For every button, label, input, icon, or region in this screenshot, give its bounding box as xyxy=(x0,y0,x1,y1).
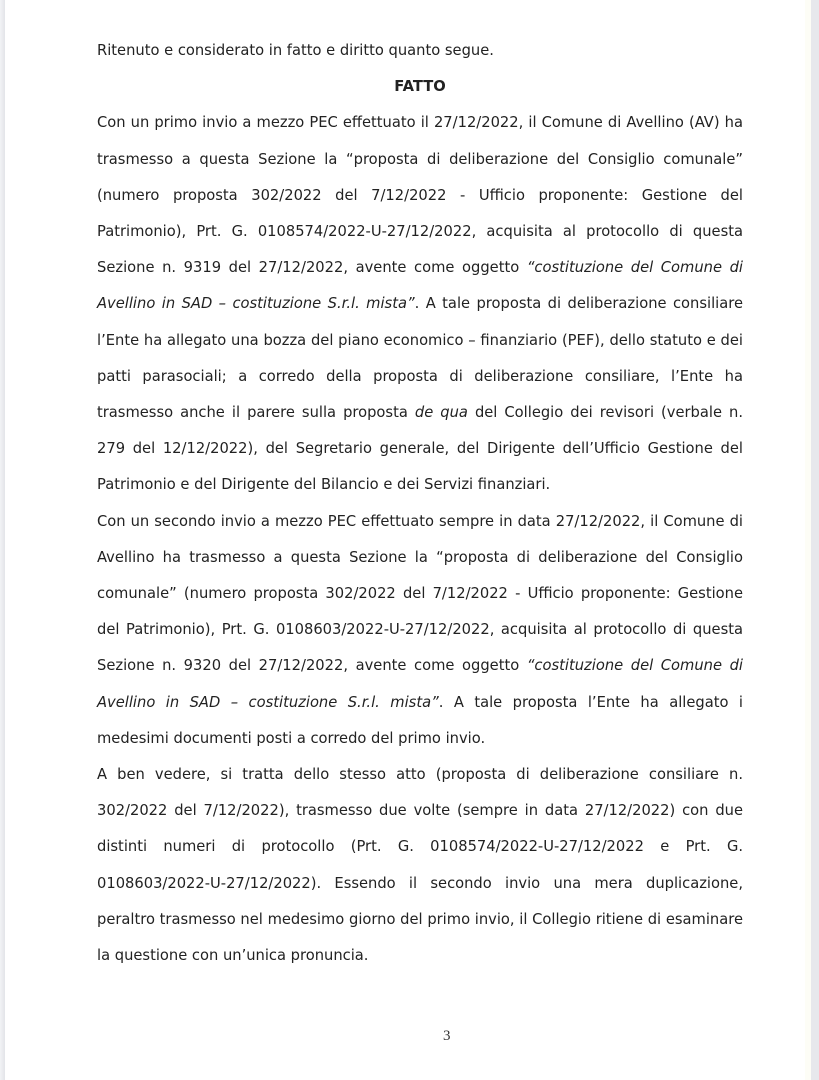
paragraph-first-invio xyxy=(97,105,743,503)
text-run: Con un primo invio a mezzo PEC effettuato il 27/12/2022, il Comune di Avellino (AV) ha trasmesso a questa Sezione la “proposta di deliberazione del Consiglio comunale” (numero proposta 302/2022 del 7/12/2022 - Ufficio proponente: Gestione del Patrimonio), Prt. G. 0108574/2022-U-27/12/2022, acquisita al protocollo di questa Sezione n. 9319 del 27/12/2022, avente come oggetto xyxy=(97,114,743,277)
text-run: Con un secondo invio a mezzo PEC effettuato sempre in data 27/12/2022, il Comune di Avellino ha trasmesso a questa Sezione la “proposta di deliberazione del Consiglio comunale” (numero proposta 302/2022 del 7/12/2022 - Ufficio proponente: Gestione del Patrimonio), Prt. G. 0108603/2022-U-27/12/2022, acquisita al protocollo di questa Sezione n. 9320 del 27/12/2022, avente come oggetto xyxy=(97,512,743,675)
text-run: . A tale proposta l’Ente ha allegato i medesimi documenti posti a corredo del primo invio. xyxy=(97,693,743,747)
page-number: 3 xyxy=(443,1028,451,1044)
text-run: . A tale proposta di deliberazione consiliare l’Ente ha allegato una bozza del piano economico – finanziario (PEF), dello statuto e dei patti parasociali; a corredo della proposta di deliberazione consiliare, l’Ente ha trasmesso anche il parere sulla proposta xyxy=(97,295,743,422)
text-run-italic: de qua xyxy=(414,404,468,422)
scrollbar-track[interactable] xyxy=(811,0,819,1080)
text-run-italic: “costituzione del Comune di Avellino in SAD – costituzione S.r.l. mista” xyxy=(97,259,744,313)
text-run: del Collegio dei revisori (verbale n. 279 del 12/12/2022), del Segretario generale, del Dirigente dell’Ufficio Gestione del Patrimonio e del Dirigente del Bilancio e dei Servizi finanziari. xyxy=(97,404,744,494)
intro-line: Ritenuto e considerato in fatto e diritto quanto segue. xyxy=(97,42,494,59)
text-run: A ben vedere, si tratta dello stesso atto (proposta di deliberazione consiliare n. 302/2022 del 7/12/2022), trasmesso due volte (sempre in data 27/12/2022) con due distinti numeri di protocollo (Prt. G. 0108574/2022-U-27/12/2022 e Prt. G. 0108603/2022-U-27/12/2022). Essendo il secondo invio una mera duplicazione, peraltro trasmesso nel medesimo giorno del primo invio, il Collegio ritiene di esaminare la questione con un’unica pronuncia. xyxy=(97,766,743,965)
text-run-italic: “costituzione del Comune di Avellino in SAD – costituzione S.r.l. mista” xyxy=(97,657,744,711)
paragraph-second-invio xyxy=(97,504,743,757)
paragraph-conclusion xyxy=(97,757,743,974)
section-heading-fatto: FATTO xyxy=(394,78,446,96)
